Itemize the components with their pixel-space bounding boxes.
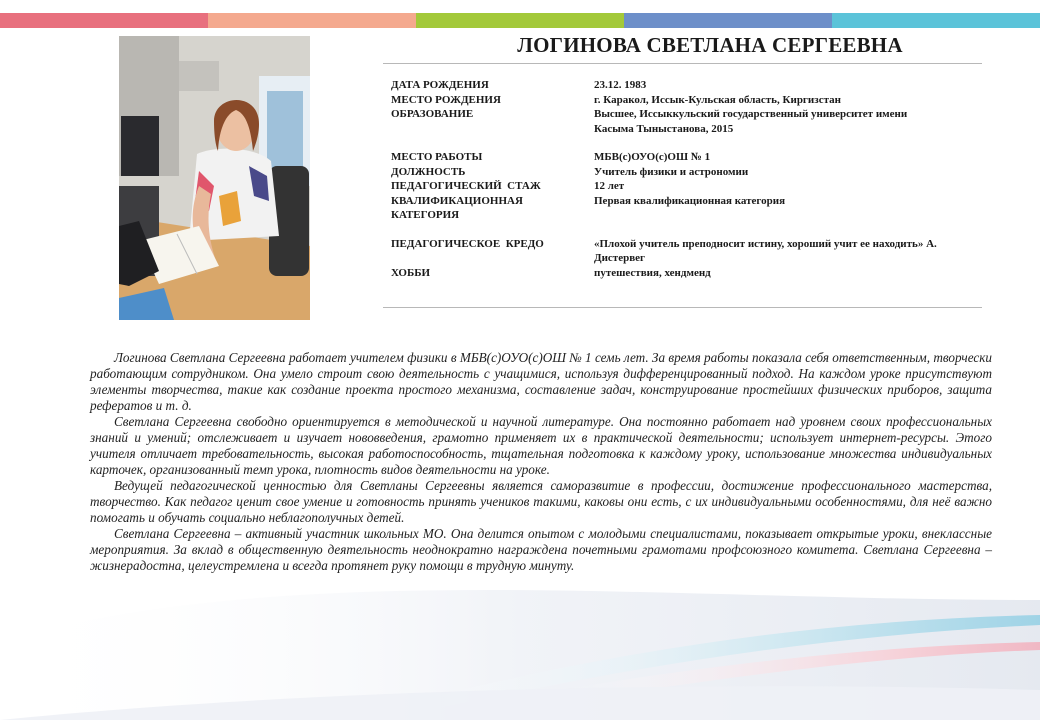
stripe-segment — [0, 13, 208, 28]
info-value: путешествия, хендменд — [594, 266, 711, 279]
info-row-birth-date — [391, 78, 981, 93]
info-row-credo — [391, 237, 981, 266]
info-row-hobby — [391, 266, 981, 281]
info-value: Высшее, Иссыккульский государственный университет имени Касыма Тыныстанова, 2015 — [594, 108, 908, 135]
bio-paragraph: Ведущей педагогической ценностью для Светланы Сергеевны является саморазвитие в профессии, достижение профессионального мастерства, творчество. Как педагог ценит свое умение и готовность принять учеников такими, каковы они есть, с их индивидуальными особенностями, для неё важно помогать и обучать социально неблагополучных детей. — [90, 478, 992, 525]
info-row-education — [391, 107, 981, 136]
info-label: ОБРАЗОВАНИЕ — [391, 108, 474, 120]
info-label: ХОББИ — [391, 266, 431, 279]
bottom-divider — [383, 307, 982, 308]
stripe-segment — [832, 13, 1040, 28]
info-row-qualification — [391, 194, 981, 223]
info-label: ПЕДАГОГИЧЕСКОЕ КРЕДО — [391, 237, 544, 250]
info-value: «Плохой учитель преподносит истину, хороший учит ее находить» А. Дистервег — [594, 237, 937, 264]
info-value: Учитель физики и астрономии — [594, 165, 749, 178]
teacher-info-table — [391, 78, 981, 280]
info-label: МЕСТО РАБОТЫ — [391, 151, 483, 163]
teacher-name-title: ЛОГИНОВА СВЕТЛАНА СЕРГЕЕВНА — [517, 33, 903, 57]
info-row-workplace — [391, 150, 981, 165]
teacher-photo — [119, 36, 310, 320]
info-value: 23.12. 1983 — [594, 79, 647, 91]
info-label: ДАТА РОЖДЕНИЯ — [391, 79, 489, 91]
bio-paragraph: Логинова Светлана Сергеевна работает учителем физики в МБВ(с)ОУО(с)ОШ № 1 семь лет. За время работы показала себя ответственным, творчески работающим сотрудником. Она умело строит свою деятельность с учащимися, используя дифференцированный подход. На каждом уроке присутствуют элементы творчества, такие как создание проекта простого механизма, составление задач, конструирование простейших физических приборов, защита рефератов и т. д. — [90, 350, 992, 413]
bio-paragraph: Светлана Сергеевна – активный участник школьных МО. Она делится опытом с молодыми специалистами, показывает открытые уроки, внеклассные мероприятия. За вклад в общественную деятельность неоднократно награждена почетными грамотами профсоюзного комитета. Светлана Сергеевна – жизнерадостна, целеустремлена и всегда протянет руку помощи в трудную минуту. — [90, 526, 992, 573]
stripe-segment — [208, 13, 416, 28]
biography-text — [90, 350, 992, 574]
stripe-segment — [416, 13, 624, 28]
info-row-birth-place — [391, 93, 981, 108]
info-label: КВАЛИФИКАЦИОННАЯ КАТЕГОРИЯ — [391, 194, 523, 221]
info-value: Первая квалификационная категория — [594, 194, 786, 207]
info-label: ДОЛЖНОСТЬ — [391, 165, 466, 178]
bio-paragraph: Светлана Сергеевна свободно ориентируется в методической и научной литературе. Она постоянно работает над уровнем своих профессиональных знаний и умений; отслеживает и изучает нововведения, грамотно применяет их в практической деятельности; использует интернет-ресурсы. Этого учителя отличает требовательность, высокая работоспособность, тщательная подготовка к каждому уроку, использование множества индивидуальных карточек, организованный темп урока, плотность видов деятельности на уроке. — [90, 414, 992, 477]
info-row-position — [391, 165, 981, 180]
info-value: МБВ(с)ОУО(с)ОШ № 1 — [594, 151, 711, 163]
info-value: 12 лет — [594, 180, 625, 192]
info-label: МЕСТО РОЖДЕНИЯ — [391, 93, 501, 106]
info-row-experience — [391, 179, 981, 194]
stripe-segment — [624, 13, 832, 28]
top-divider — [383, 63, 982, 64]
info-label: ПЕДАГОГИЧЕСКИЙ СТАЖ — [391, 180, 541, 192]
info-value: г. Каракол, Иссык-Кульская область, Киргизстан — [594, 93, 841, 106]
top-color-stripe — [0, 13, 1040, 28]
